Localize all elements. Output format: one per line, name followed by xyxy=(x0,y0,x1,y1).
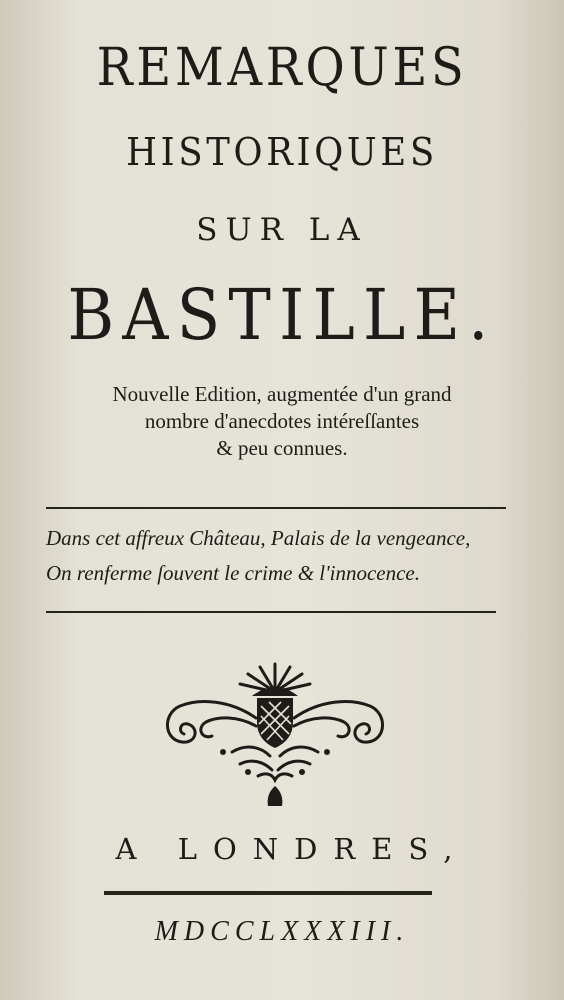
title-line-1: REMARQUES xyxy=(96,38,468,98)
subtitle-line-3: & peu connues. xyxy=(216,436,348,460)
subtitle-line-1: Nouvelle Edition, augmentée d'un grand xyxy=(112,382,452,406)
divider-rule-top xyxy=(46,507,506,509)
divider-rule-imprint xyxy=(104,891,432,895)
title-line-4: BASTILLE. xyxy=(67,274,497,356)
printers-ornament-icon xyxy=(160,660,390,810)
title-line-3: SUR LA xyxy=(196,212,368,248)
epigraph-line-2: On renferme ſouvent le crime & l'innocence. xyxy=(46,561,421,585)
imprint-place: A LONDRES, xyxy=(115,832,469,866)
subtitle-line-2: nombre d'anecdotes intéreſſantes xyxy=(144,409,420,433)
title-line-2: HISTORIQUES xyxy=(126,130,438,174)
epigraph-line-1: Dans cet affreux Château, Palais de la vengeance, xyxy=(46,526,471,550)
divider-rule-bottom xyxy=(46,611,496,613)
imprint-date: MDCCLXXXIII. xyxy=(154,916,410,947)
